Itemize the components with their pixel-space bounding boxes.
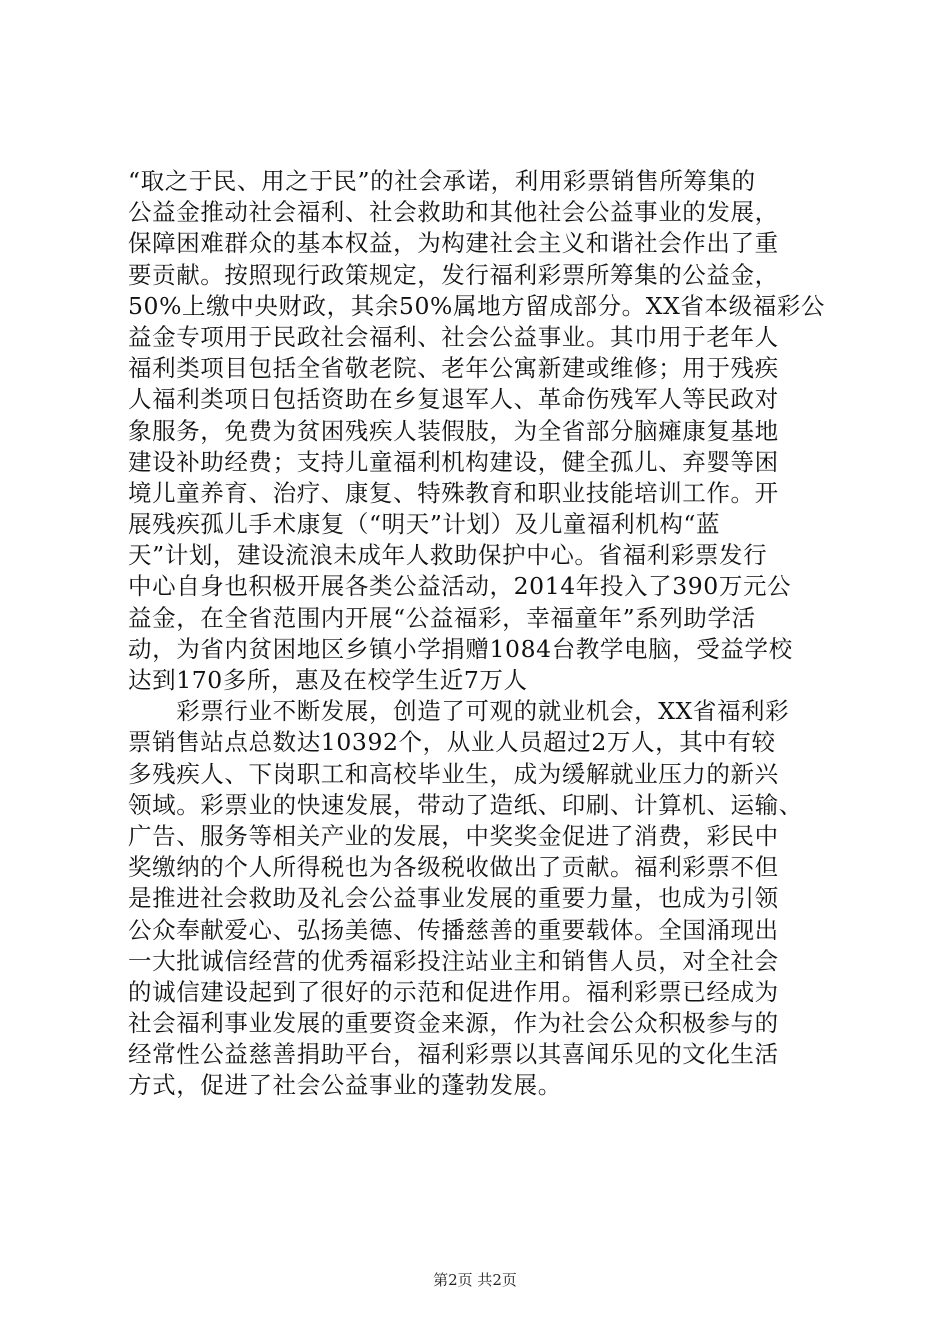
- text-line: 展残疾孤儿手术康复（“明天”计划）及儿童福利机构“蓝: [128, 510, 721, 539]
- text-line: 的诚信建设起到了很好的示范和促进作用。福利彩票已经成为: [128, 977, 779, 1006]
- text-line: 益金，在全省范围内开展“公益福彩，幸福童年”系列助学活: [128, 603, 756, 632]
- text-line: 达到170多所，惠及在校学生近7万人: [128, 666, 528, 694]
- text-line: 象服务，免费为贫困残疾人装假肢，为全省部分脑瘫康复基地: [128, 416, 779, 445]
- document-body: [128, 166, 828, 1102]
- text-line: 方式，促进了社会公益事业的蓬勃发展。: [128, 1071, 562, 1100]
- text-line: 建设补助经费；支持儿童福利机构建设，健全孤儿、弃婴等困: [128, 447, 779, 476]
- text-line: 奖缴纳的个人所得税也为各级税收做出了贡献。福利彩票不但: [128, 853, 779, 882]
- text-line: 人福利类项日包括资助在乡复退军人、革命伤残军人等民政对: [128, 385, 779, 414]
- text-line: 益金专项用于民政社会福利、社会公益事业。其巾用于老年人: [128, 322, 779, 351]
- text-line: 天”计划，建设流浪未成年人救助保护中心。省福利彩票发行: [128, 541, 768, 570]
- text-line: 50%上缴中央财政，其余50%属地方留成部分。XX省本级福彩公: [128, 291, 826, 320]
- text-line: 境儿童养育、治疗、康复、特殊教育和职业技能培训工作。开: [128, 478, 779, 507]
- text-line: 经常性公益慈善捐助平台，福利彩票以其喜闻乐见的文化生活: [128, 1040, 779, 1069]
- text-line: 福利类项目包括全省敬老院、老年公寓新建或维修；用于残疾: [128, 354, 779, 383]
- text-line: 一大批诚信经营的优秀福彩投注站业主和销售人员，对全社会: [128, 946, 779, 975]
- text-line: 动，为省内贫困地区乡镇小学捐赠1084台教学电脑，受益学校: [128, 634, 793, 663]
- text-line: 要贡献。按照现行政策规定，发行福利彩票所筹集的公益金，: [128, 260, 779, 289]
- text-line: 社会福利事业发展的重要资金来源，作为社会公众积极参与的: [128, 1009, 779, 1038]
- text-line: 公益金推动社会福利、社会救助和其他社会公益事业的发展，: [128, 198, 779, 227]
- text-line: 彩票行业不断发展，创造了可观的就业机会，XX省福利彩: [128, 697, 790, 726]
- page-footer: 第2页 共2页: [433, 1271, 517, 1289]
- text-line: 中心自身也积极开展各类公益活动，2014年投入了390万元公: [128, 572, 792, 601]
- text-line: 公众奉献爱心、弘扬美德、传播慈善的重要载体。全国涌现出: [128, 915, 779, 944]
- text-line: 广告、服务等相关产业的发展，中奖奖金促进了消费，彩民中: [128, 821, 779, 850]
- text-line: 票销售站点总数达10392个，从业人员超过2万人，其中有较: [128, 728, 776, 757]
- text-line: 多残疾人、下岗职工和高校毕业生，成为缓解就业压力的新兴: [128, 759, 779, 788]
- text-line: 保障困难群众的基本权益，为构建社会主义和谐社会作出了重: [128, 229, 779, 258]
- text-line: 领域。彩票业的快速发展，带动了造纸、印刷、计算机、运输、: [128, 790, 803, 819]
- text-line: 是推进社会救助及礼会公益事业发展的重要力量，也成为引领: [128, 884, 779, 913]
- text-line: “取之于民、用之于民”的社会承诺，利用彩票销售所筹集的: [128, 167, 756, 195]
